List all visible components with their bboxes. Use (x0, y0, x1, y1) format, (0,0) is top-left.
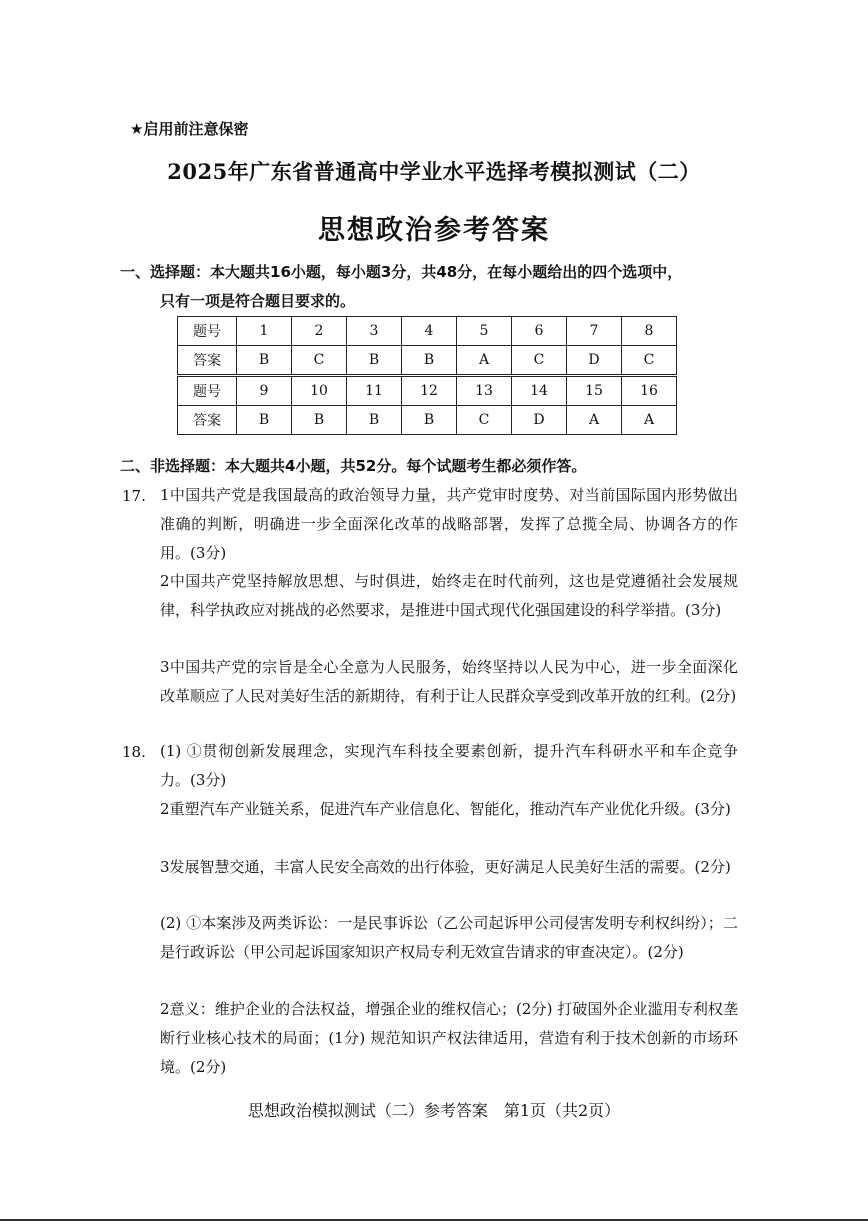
answer-cell: C (292, 346, 347, 376)
q17-point-3: 3中国共产党的宗旨是全心全意为人民服务，始终坚持以人民为中心，进一步全面深化改革顺应了人民对美好生活的新期待，有利于让人民群众享受到改革开放的红利。(2分) (160, 658, 738, 705)
answer-cell: B (292, 406, 347, 435)
q18-part1-point-2: 2重塑汽车产业链关系，促进汽车产业信息化、智能化，推动汽车产业优化升级。(3分) (160, 800, 731, 818)
question-number: 12 (402, 376, 457, 406)
question-number: 13 (457, 376, 512, 406)
exam-title: 2025年广东省普通高中学业水平选择考模拟测试（二） (167, 159, 701, 184)
answer-cell: C (512, 346, 567, 376)
question-number: 16 (622, 376, 677, 406)
question-number: 4 (402, 317, 457, 346)
q17-point-1: 1中国共产党是我国最高的政治领导力量，共产党审时度势、对当前国际国内形势做出准确的判断，明确进一步全面深化改革的战略部署，发挥了总揽全局、协调各方的作用。(3分) (160, 486, 738, 562)
answer-cell: C (457, 406, 512, 435)
q17-point-2: 2中国共产党坚持解放思想、与时俱进，始终走在时代前列，这也是党遵循社会发展规律，科学执政应对挑战的必然要求，是推进中国式现代化强国建设的科学举措。(3分) (160, 572, 738, 619)
q17-number: 17. (122, 487, 146, 505)
section1-line1: 一、选择题：本大题共16小题，每小题3分，共48分，在每小题给出的四个选项中， (120, 263, 683, 281)
q18-part1-point-3: 3发展智慧交通，丰富人民安全高效的出行体验，更好满足人民美好生活的需要。(2分) (160, 858, 731, 876)
q18-part1-point-1: (1) ①贯彻创新发展理念，实现汽车科技全要素创新，提升汽车科研水平和车企竞争力。(3分) (160, 742, 738, 789)
question-number: 9 (237, 376, 292, 406)
question-number: 3 (347, 317, 402, 346)
answer-cell: B (347, 406, 402, 435)
question-number: 11 (347, 376, 402, 406)
answer-cell: B (237, 406, 292, 435)
answer-cell: B (402, 406, 457, 435)
question-label: 题号 (178, 317, 237, 346)
question-number: 2 (292, 317, 347, 346)
table-row (178, 317, 677, 346)
question-number: 8 (622, 317, 677, 346)
table-row (178, 376, 677, 406)
question-number: 1 (237, 317, 292, 346)
q18-part2-point-1: (2) ①本案涉及两类诉讼：一是民事诉讼（乙公司起诉甲公司侵害发明专利权纠纷）；二是行政诉讼（甲公司起诉国家知识产权局专利无效宣告请求的审查决定）。(2分) (160, 914, 738, 961)
section1-heading (120, 258, 750, 316)
answer-cell: D (512, 406, 567, 435)
answer-cell: C (622, 346, 677, 376)
confidential-notice: ★启用前注意保密 (130, 120, 249, 138)
question-number: 5 (457, 317, 512, 346)
q18-number: 18. (122, 743, 146, 761)
answer-cell: A (567, 406, 622, 435)
table-row (178, 346, 677, 376)
answer-cell: B (347, 346, 402, 376)
page-bottom-rule (0, 1219, 868, 1221)
table-row (178, 406, 677, 435)
answer-label: 答案 (178, 406, 237, 435)
answer-table (177, 316, 677, 435)
q18-part2-point-2: 2意义：维护企业的合法权益，增强企业的维权信心；(2分) 打破国外企业滥用专利权垄断行业核心技术的局面；(1分) 规范知识产权法律适用，营造有利于技术创新的市场环境。(2分) (160, 1000, 738, 1076)
section1-line2: 只有一项是符合题目要求的。 (160, 292, 356, 310)
question-number: 15 (567, 376, 622, 406)
answer-cell: B (402, 346, 457, 376)
answer-cell: B (237, 346, 292, 376)
answer-cell: A (622, 406, 677, 435)
question-number: 6 (512, 317, 567, 346)
document-title: 思想政治参考答案 (318, 215, 550, 246)
answer-cell: A (457, 346, 512, 376)
answer-label: 答案 (178, 346, 237, 376)
answer-cell: D (567, 346, 622, 376)
question-number: 7 (567, 317, 622, 346)
page-footer: 思想政治模拟测试（二）参考答案 第1页（共2页） (247, 1101, 621, 1120)
question-label: 题号 (178, 376, 237, 406)
section2-heading: 二、非选择题：本大题共4小题，共52分。每个试题考生都必须作答。 (120, 457, 587, 475)
question-number: 10 (292, 376, 347, 406)
question-number: 14 (512, 376, 567, 406)
